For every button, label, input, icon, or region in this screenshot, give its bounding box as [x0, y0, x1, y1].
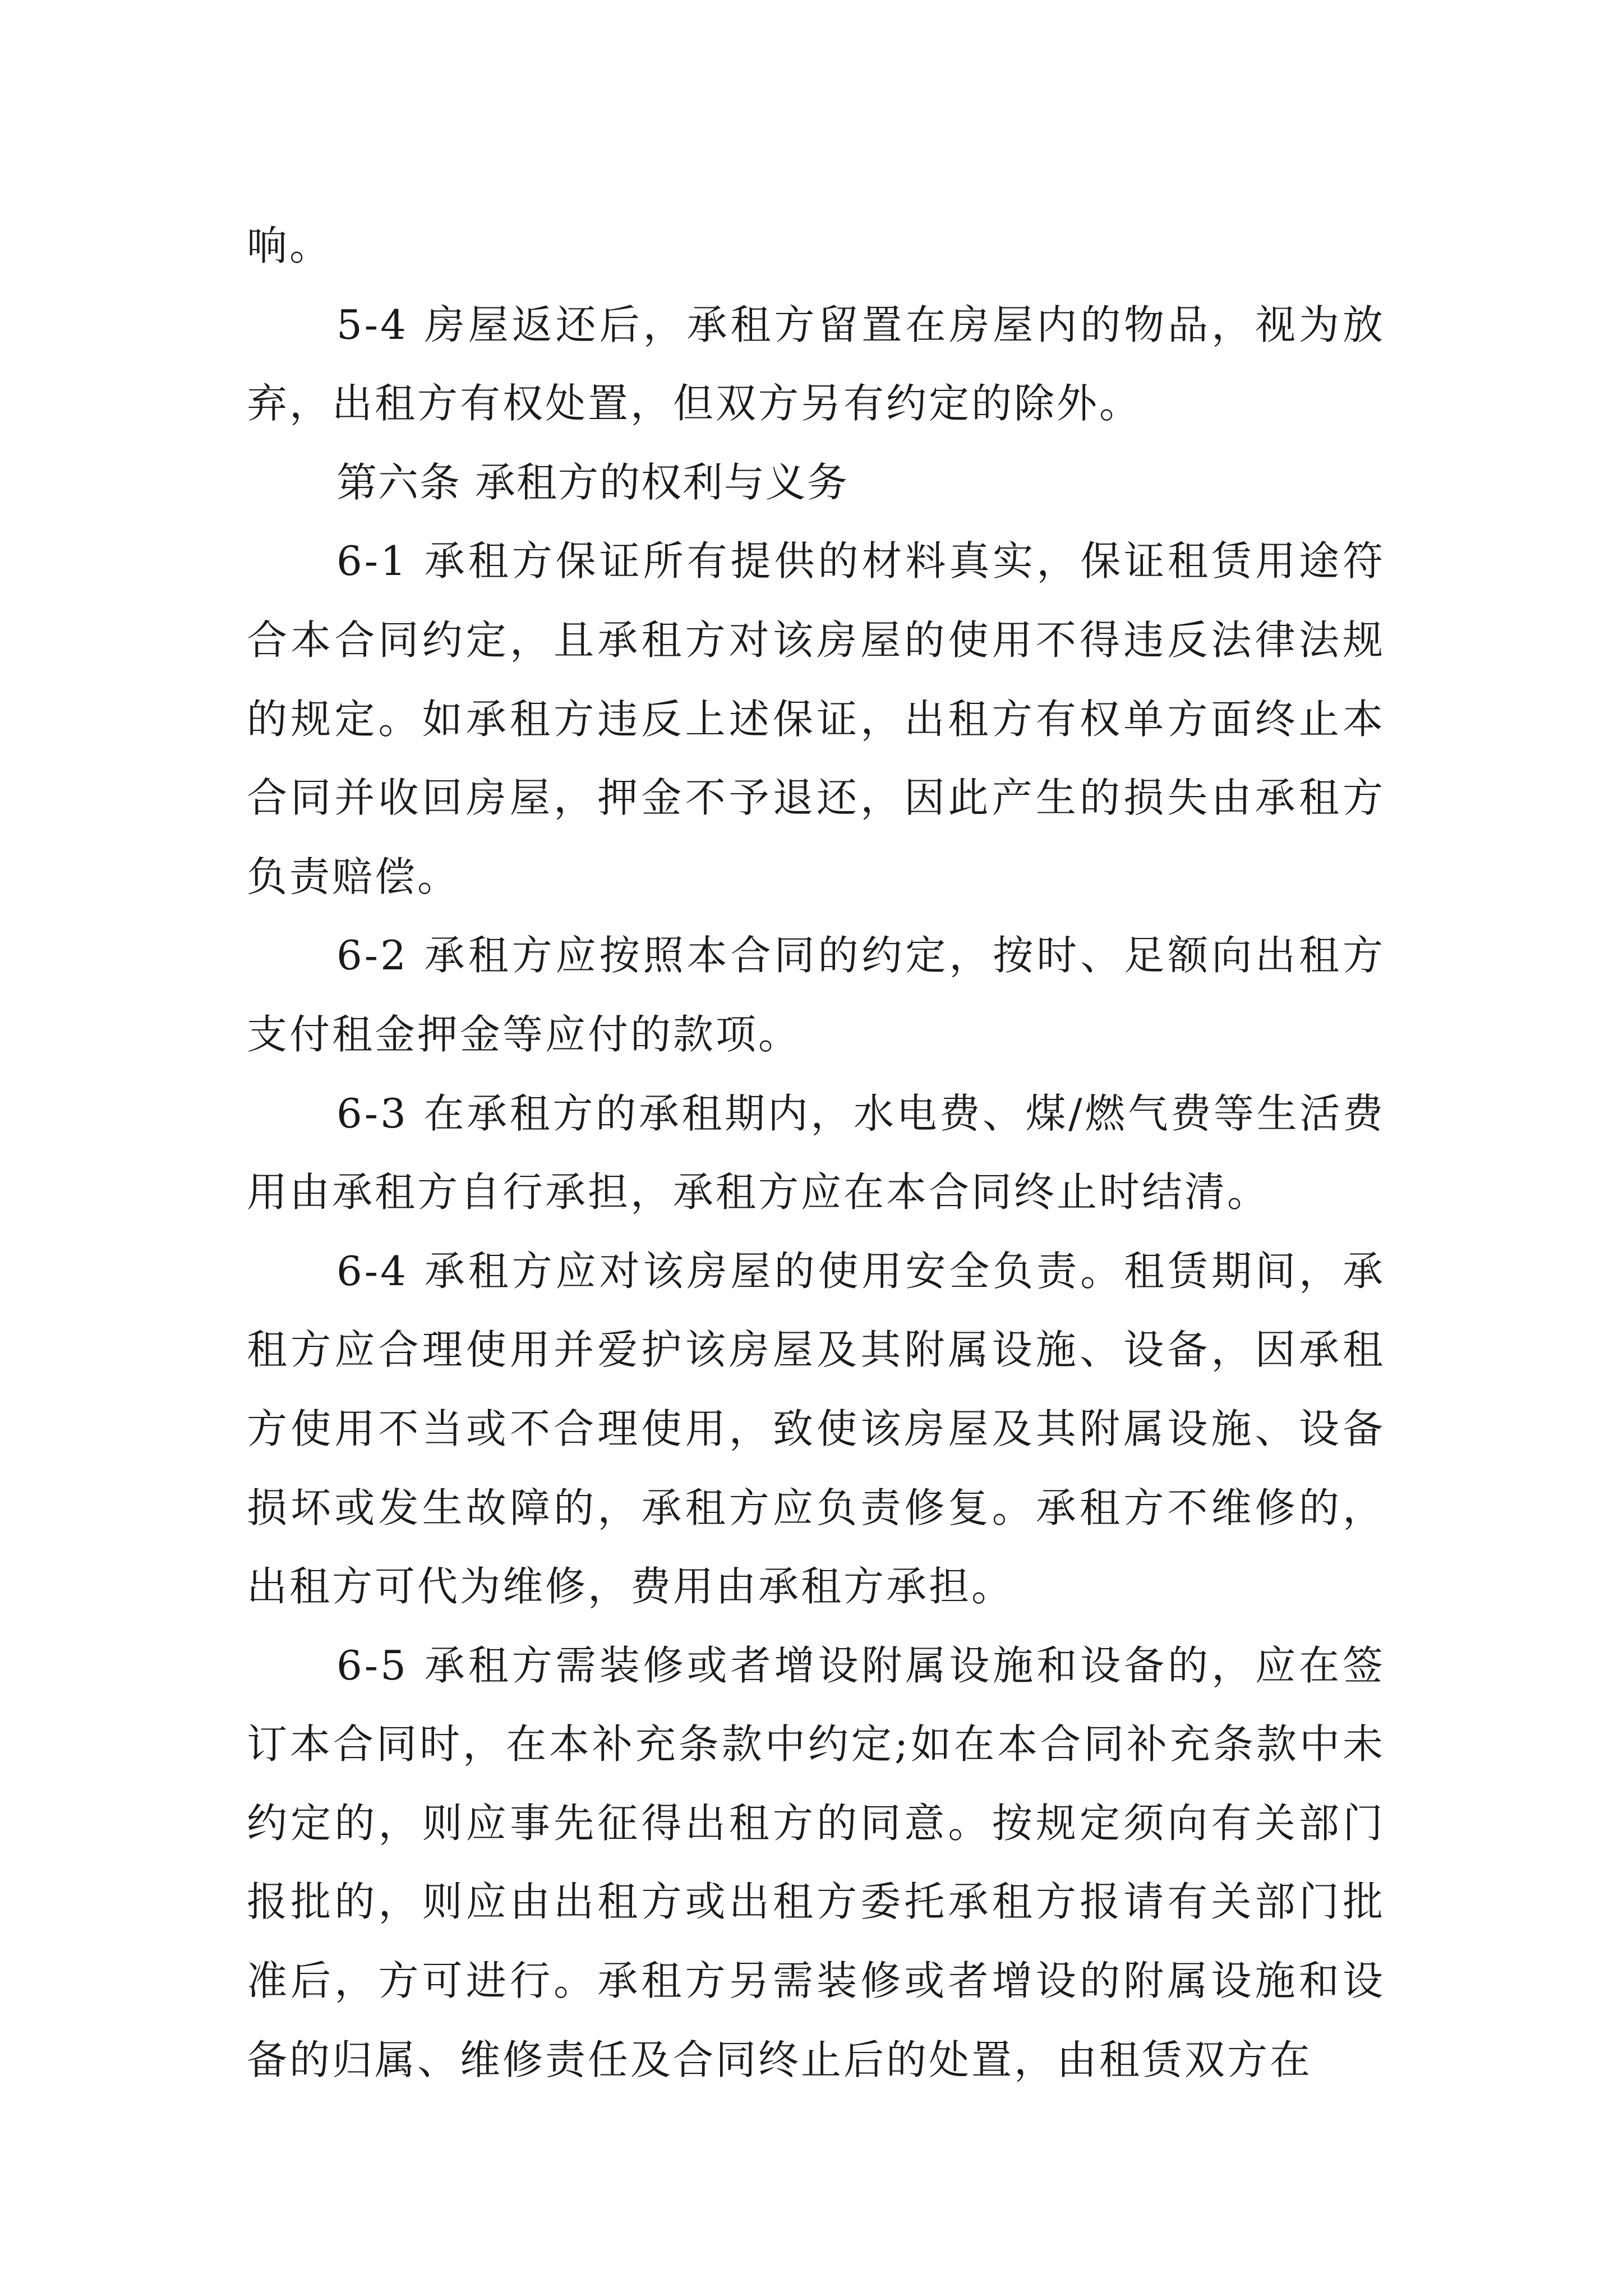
paragraph-continuation: 响。: [247, 222, 333, 269]
clause-6-4: 6-4 承租方应对该房屋的使用安全负责。租赁期间，承租方应合理使用并爱护该房屋及其附属设施、设备，因承租方使用不当或不合理使用，致使该房屋及其附属设施、设备损坏或发生故障的，承租方应负责修复。承租方不维修的，出租方可代为维修，费用由承租方承担。: [247, 1247, 1385, 1611]
clause-6-1: 6-1 承租方保证所有提供的材料真实，保证租赁用途符合本合同约定，且承租方对该房屋的使用不得违反法律法规的规定。如承租方违反上述保证，出租方有权单方面终止本合同并收回房屋，押金不予退还，因此产生的损失由承租方负责赔偿。: [247, 537, 1385, 900]
article-6-heading: 第六条 承租方的权利与义务: [336, 458, 849, 506]
document-body: [247, 206, 1385, 2099]
clause-6-3: 6-3 在承租方的承租期内，水电费、煤/燃气费等生活费用由承租方自行承担，承租方应在本合同终止时结清。: [247, 1089, 1385, 1216]
clause-6-2: 6-2 承租方应按照本合同的约定，按时、足额向出租方支付租金押金等应付的款项。: [247, 932, 1385, 1058]
clause-5-4: 5-4 房屋返还后，承租方留置在房屋内的物品，视为放弃，出租方有权处置，但双方另有约定的除外。: [247, 301, 1385, 427]
clause-6-5: 6-5 承租方需装修或者增设附属设施和设备的，应在签订本合同时，在本补充条款中约定;如在本合同补充条款中未约定的，则应事先征得出租方的同意。按规定须向有关部门报批的，则应由出租方或出租方委托承租方报请有关部门批准后，方可进行。承租方另需装修或者增设的附属设施和设备的归属、维修责任及合同终止后的处置，由租赁双方在: [247, 1641, 1385, 2083]
